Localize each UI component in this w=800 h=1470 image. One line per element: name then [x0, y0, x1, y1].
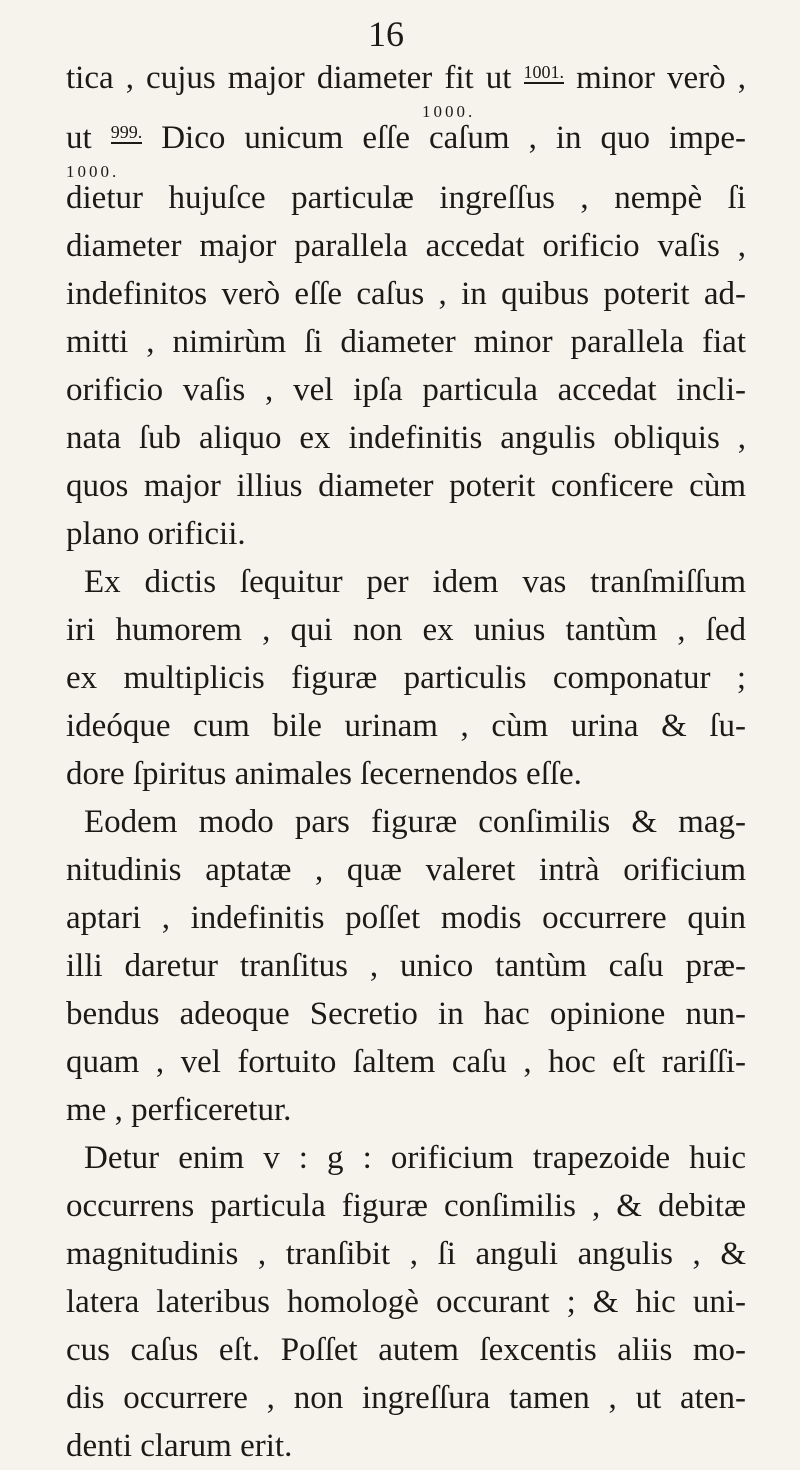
paragraph-start: Eodem modo pars figuræ conſimilis & mag- — [84, 804, 746, 840]
text-line: quam , vel fortuito ſaltem caſu , hoc eſt rariſſi- — [66, 1044, 746, 1080]
text-line: quos major illius diameter poterit conficere cùm — [66, 468, 746, 504]
text-line: nitudinis aptatæ , quæ valeret intrà orificium — [66, 852, 746, 888]
text-line: nata ſub aliquo ex indefinitis angulis obliquis , — [66, 420, 746, 456]
text-line: ut $^{999.}$ Dico unicum eſſe caſum , in quo impe- — [66, 120, 746, 156]
text-line: dietur hujuſce particulæ ingreſſus , nempè ſi — [66, 180, 746, 216]
paragraph-start: Detur enim v : g : orificium trapezoide huic — [84, 1140, 746, 1176]
text-line: magnitudinis , tranſibit , ſi anguli angulis , & — [66, 1236, 746, 1272]
text-line: cus caſus eſt. Poſſet autem ſexcentis aliis mo- — [66, 1332, 746, 1368]
text-line: diameter major parallela accedat orificio vaſis , — [66, 228, 746, 264]
text-line: occurrens particula figuræ conſimilis , & debitæ — [66, 1188, 746, 1224]
text-line: dore ſpiritus animales ſecernendos eſſe. — [66, 756, 582, 792]
text-line: latera lateribus homologè occurant ; & hic uni- — [66, 1284, 746, 1320]
fraction-numerator: 999. — [110, 122, 143, 142]
text-line: tica , cujus major diameter fit ut $^{1001.}$ minor verò , — [66, 60, 746, 96]
fraction-numerator: 1001. — [523, 62, 565, 82]
text-line: aptari , indefinitis poſſet modis occurrere quin — [66, 900, 746, 936]
text-line: denti clarum erit. — [66, 1428, 293, 1464]
fraction-denominator: 1000. — [422, 102, 476, 121]
text-line: bendus adeoque Secretio in hac opinione nun- — [66, 996, 746, 1032]
text-line: ex multiplicis figuræ particulis componatur ; — [66, 660, 746, 696]
fraction-denominator: 1000. — [66, 162, 120, 181]
text-line: illi daretur tranſitus , unico tantùm caſu præ- — [66, 948, 746, 984]
text-line: dis occurrere , non ingreſſura tamen , ut aten- — [66, 1380, 746, 1416]
body-text — [66, 54, 746, 1470]
page-number: 16 — [368, 14, 404, 54]
text-line: plano orificii. — [66, 516, 246, 552]
paragraph-start: Ex dictis ſequitur per idem vas tranſmiſſum — [84, 564, 746, 600]
text-line: me , perficeretur. — [66, 1092, 292, 1128]
text-line: orificio vaſis , vel ipſa particula accedat incli- — [66, 372, 746, 408]
text-line: iri humorem , qui non ex unius tantùm , ſed — [66, 612, 746, 648]
text-line: mitti , nimirùm ſi diameter minor parallela fiat — [66, 324, 746, 360]
text-line: indefinitos verò eſſe caſus , in quibus poterit ad- — [66, 276, 746, 312]
text-line: ideóque cum bile urinam , cùm urina & ſu- — [66, 708, 746, 744]
